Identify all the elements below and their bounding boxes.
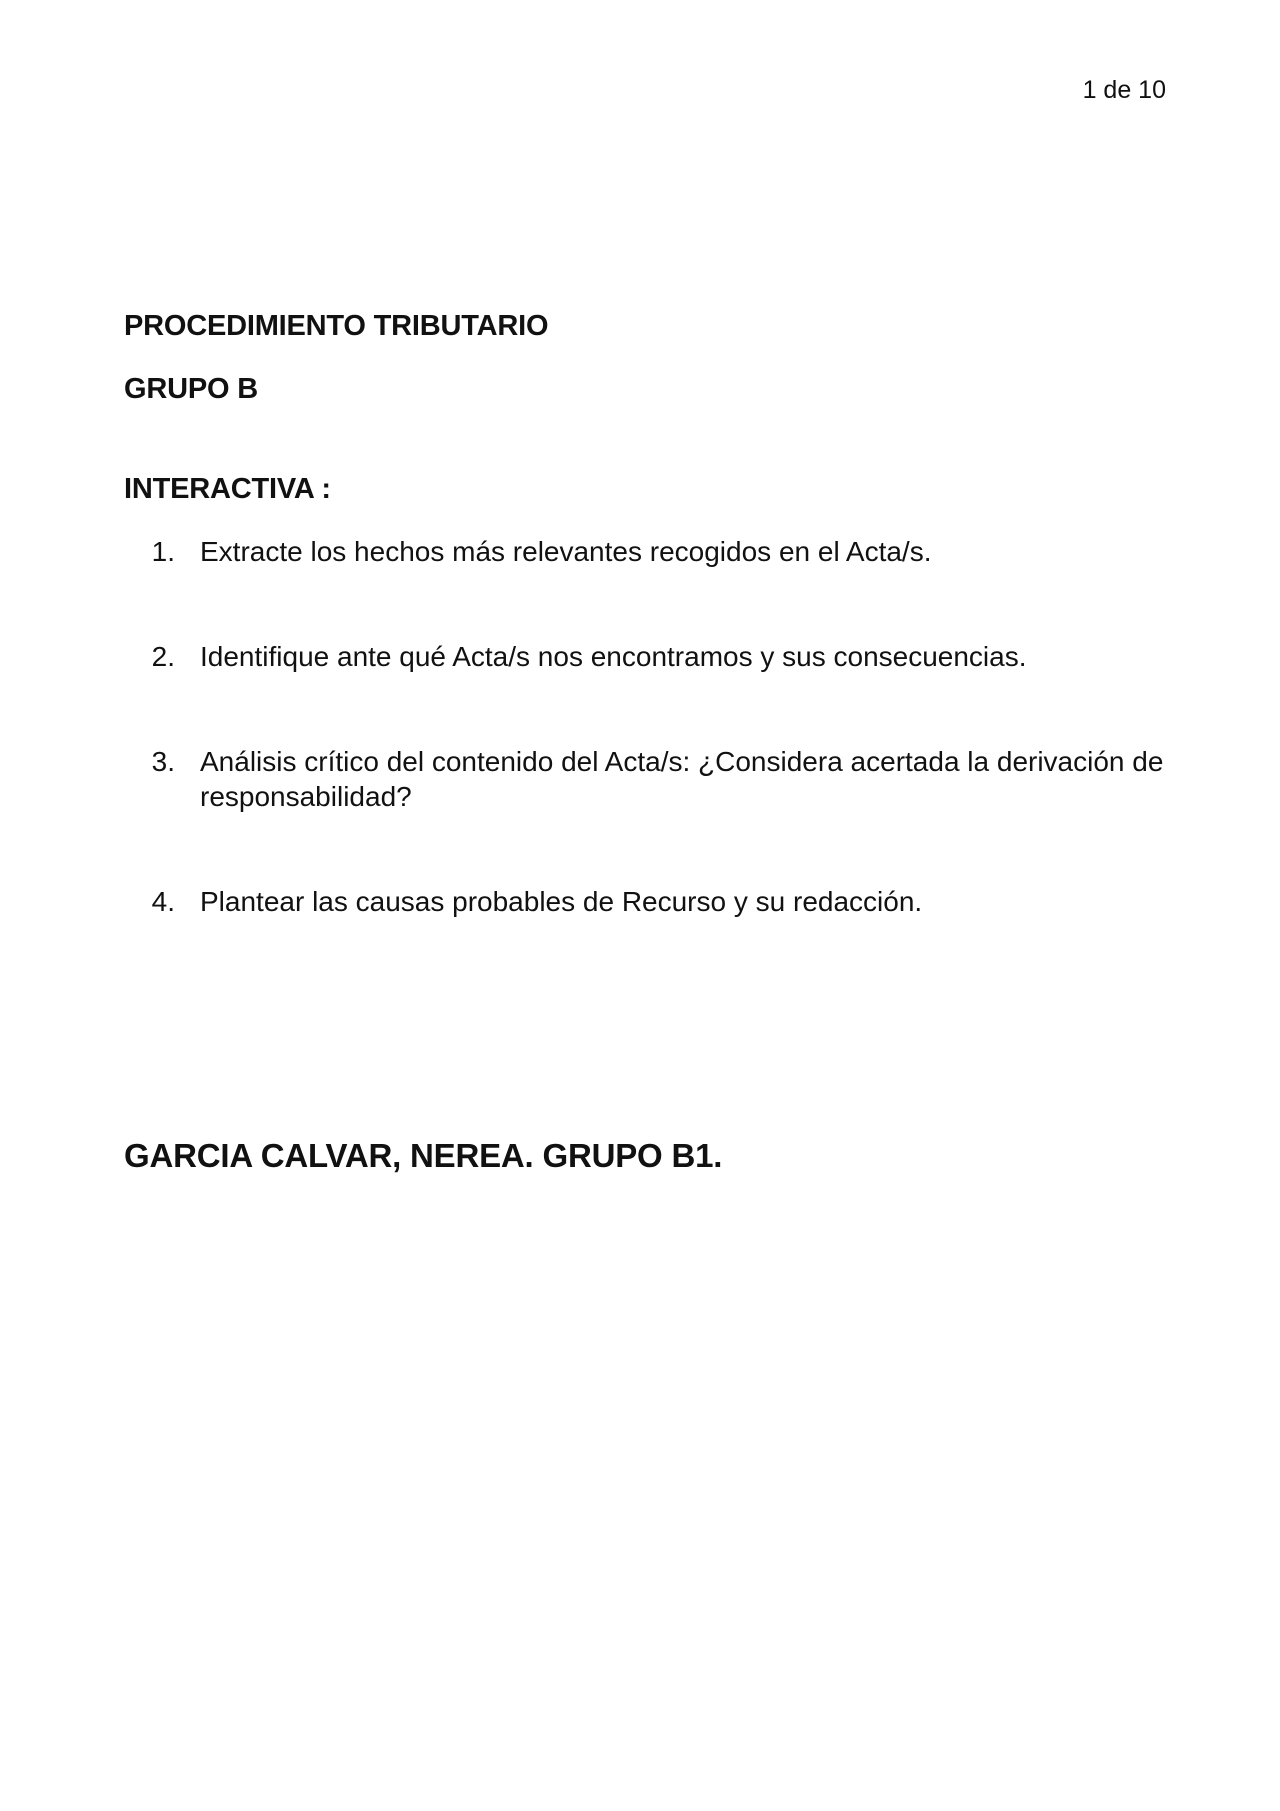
task-number: 4. (151, 886, 175, 917)
task-number: 3. (151, 746, 175, 777)
group-heading: GRUPO B (124, 373, 258, 405)
task-list (124, 534, 1164, 989)
task-item-2 (124, 639, 1164, 674)
task-number: 2. (151, 641, 175, 672)
task-text: Plantear las causas probables de Recurso y su redacción. (200, 886, 923, 917)
task-item-3 (124, 744, 1164, 814)
task-number: 1. (151, 536, 175, 567)
subject-heading: PROCEDIMIENTO TRIBUTARIO (124, 310, 549, 342)
task-text: Identifique ante qué Acta/s nos encontramos y sus consecuencias. (200, 641, 1027, 672)
task-item-1 (124, 534, 1164, 569)
task-item-4 (124, 884, 1164, 919)
task-text: Análisis crítico del contenido del Acta/s: ¿Considera acertada la derivación de responsabilidad? (200, 746, 1164, 812)
page-number: 1 de 10 (1082, 76, 1166, 104)
author-line: GARCIA CALVAR, NEREA. GRUPO B1. (124, 1137, 723, 1174)
task-text: Extracte los hechos más relevantes recogidos en el Acta/s. (200, 536, 932, 567)
section-heading: INTERACTIVA : (124, 473, 331, 505)
